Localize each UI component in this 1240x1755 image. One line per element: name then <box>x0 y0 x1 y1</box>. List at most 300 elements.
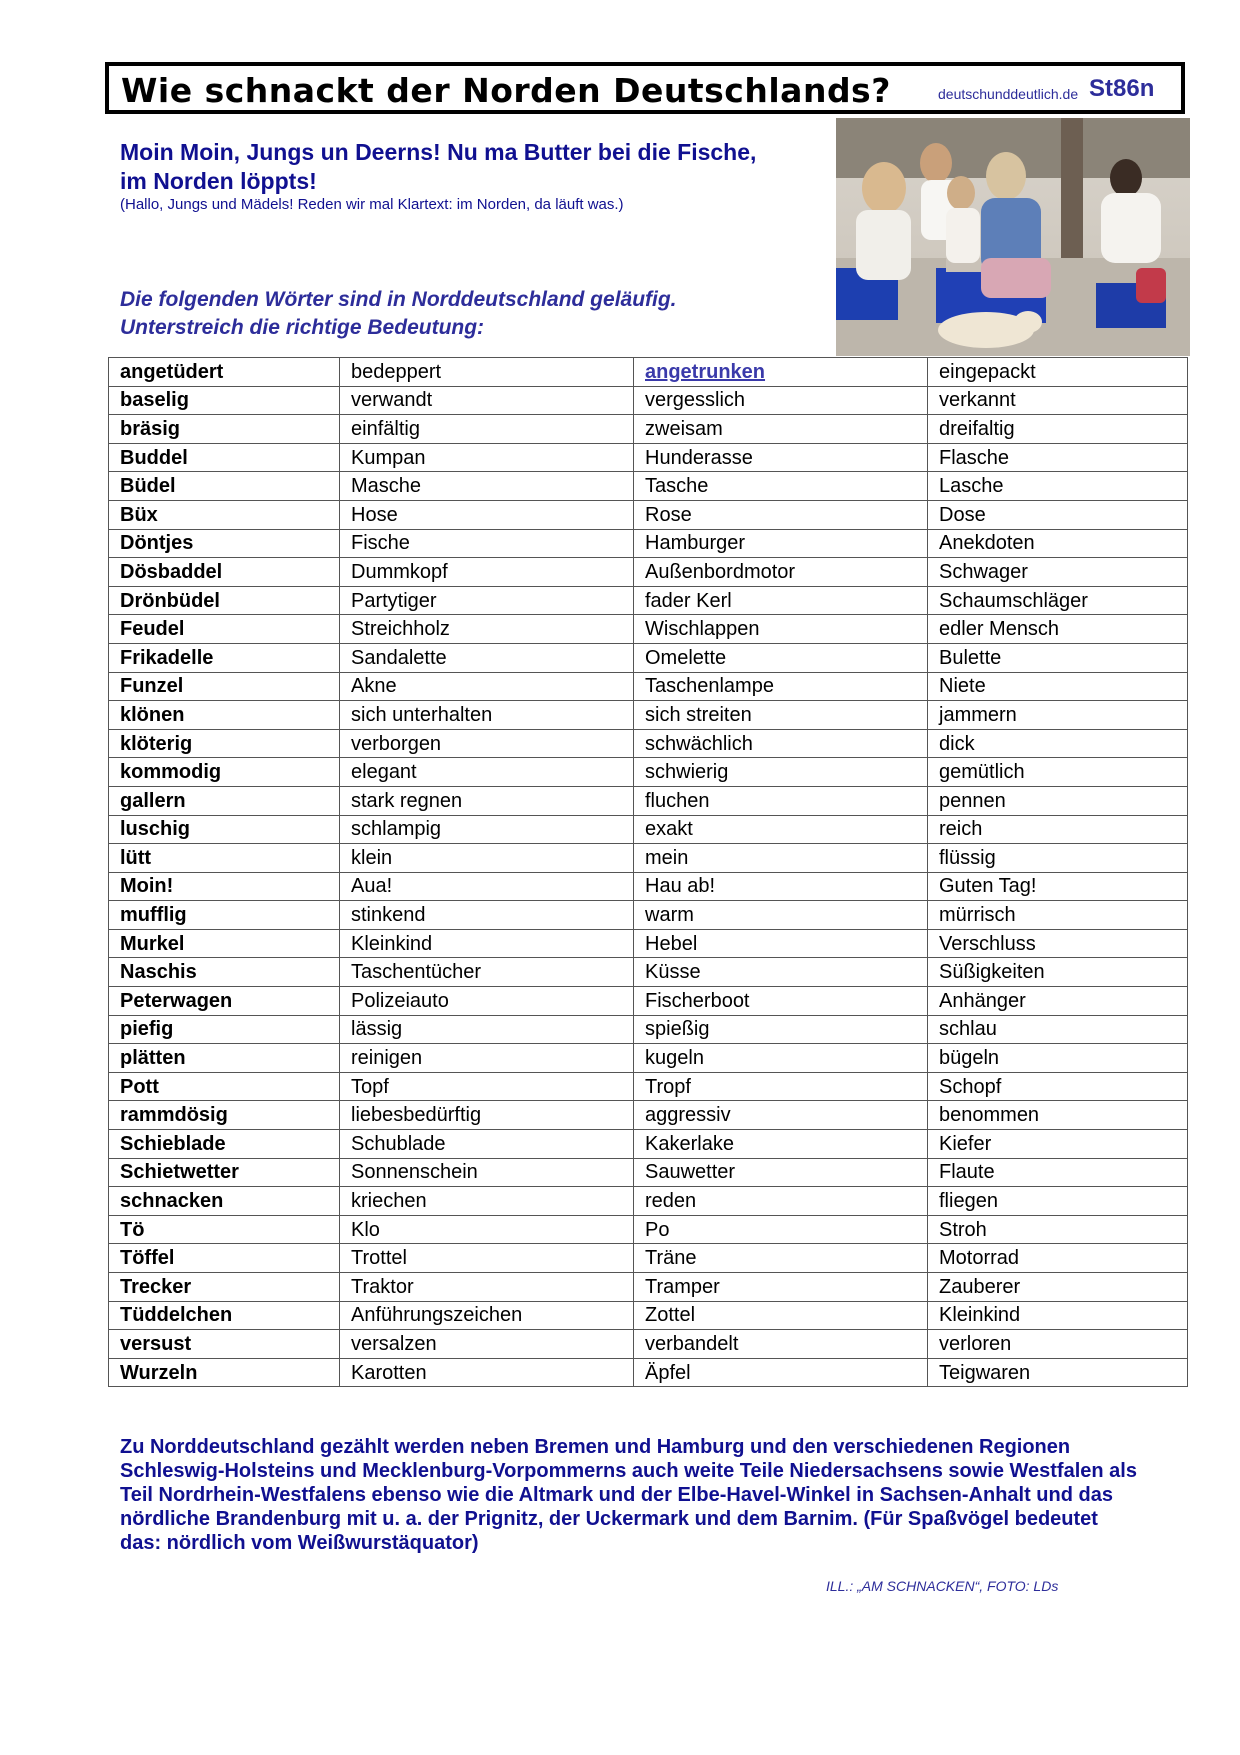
option-a-cell[interactable] <box>340 415 634 444</box>
meaning-option: einfältig <box>351 417 420 440</box>
meaning-option: schlampig <box>351 818 442 841</box>
dialect-word-cell <box>109 958 340 987</box>
table-row <box>109 529 1188 558</box>
meaning-option: Sonnenschein <box>351 1161 478 1184</box>
option-a-cell[interactable] <box>340 1215 634 1244</box>
meaning-option: Fischerboot <box>645 989 750 1012</box>
option-c-cell[interactable] <box>928 1215 1188 1244</box>
dialect-word: Büx <box>120 503 158 526</box>
dialect-word-cell <box>109 729 340 758</box>
meaning-option: Anekdoten <box>939 532 1035 555</box>
table-row <box>109 415 1188 444</box>
photo-people-chatting <box>836 118 1190 356</box>
meaning-option: Traktor <box>351 1275 414 1298</box>
meaning-option: Po <box>645 1218 670 1241</box>
table-row <box>109 586 1188 615</box>
dialect-word: Pott <box>120 1075 159 1098</box>
dialect-word: Schieblade <box>120 1132 226 1155</box>
meaning-option: Schwager <box>939 560 1028 583</box>
meaning-option: verkannt <box>939 389 1016 412</box>
meaning-option: Wischlappen <box>645 618 760 641</box>
dialect-word-cell <box>109 386 340 415</box>
dialect-word-cell <box>109 529 340 558</box>
option-a-cell[interactable] <box>340 1015 634 1044</box>
table-row <box>109 815 1188 844</box>
meaning-option: Schaumschläger <box>939 589 1088 612</box>
meaning-option: Kleinkind <box>351 932 433 955</box>
option-a-cell[interactable] <box>340 929 634 958</box>
option-c-cell[interactable] <box>928 1158 1188 1187</box>
meaning-option: Trottel <box>351 1247 407 1270</box>
option-b-cell[interactable] <box>634 1330 928 1359</box>
meaning-option: elegant <box>351 761 417 784</box>
meaning-option: Tropf <box>645 1075 691 1098</box>
vocabulary-table-body <box>109 358 1188 1387</box>
option-b-cell[interactable] <box>634 1158 928 1187</box>
dialect-word-cell <box>109 1101 340 1130</box>
dialect-word-cell <box>109 701 340 730</box>
option-b-cell[interactable] <box>634 1273 928 1302</box>
task-line-1: Die folgenden Wörter sind in Norddeutschland geläufig. <box>120 288 677 311</box>
option-c-cell[interactable] <box>928 1301 1188 1330</box>
meaning-option: verwandt <box>351 389 433 412</box>
table-row <box>109 1015 1188 1044</box>
option-c-cell[interactable] <box>928 358 1188 387</box>
option-a-cell[interactable] <box>340 1244 634 1273</box>
meaning-option: verloren <box>939 1332 1012 1355</box>
dialect-word: Döntjes <box>120 532 194 555</box>
dialect-word: Tö <box>120 1218 145 1241</box>
meaning-option: mürrisch <box>939 904 1016 927</box>
dialect-word: rammdösig <box>120 1104 228 1127</box>
dialect-word: mufflig <box>120 904 187 927</box>
option-b-cell[interactable] <box>634 786 928 815</box>
table-row <box>109 786 1188 815</box>
option-c-cell[interactable] <box>928 1101 1188 1130</box>
option-c-cell[interactable] <box>928 1044 1188 1073</box>
dialect-word-cell <box>109 643 340 672</box>
meaning-option: Sauwetter <box>645 1161 736 1184</box>
meaning-option: Sandalette <box>351 646 447 669</box>
option-b-cell[interactable] <box>634 701 928 730</box>
option-c-cell[interactable] <box>928 701 1188 730</box>
option-a-cell[interactable] <box>340 1158 634 1187</box>
meaning-option: gemütlich <box>939 761 1025 784</box>
option-a-cell[interactable] <box>340 1130 634 1159</box>
meaning-option: flüssig <box>939 846 996 869</box>
option-b-cell[interactable] <box>634 1130 928 1159</box>
option-b-cell[interactable] <box>634 872 928 901</box>
photo-illustration <box>836 118 1190 356</box>
meaning-option: Hunderasse <box>645 446 753 469</box>
dialect-word-cell <box>109 758 340 787</box>
option-b-cell[interactable] <box>634 386 928 415</box>
table-row <box>109 929 1188 958</box>
meaning-option: Anführungszeichen <box>351 1304 523 1327</box>
dialect-word-cell <box>109 1301 340 1330</box>
meaning-option: liebesbedürftig <box>351 1104 482 1127</box>
footer-line-1: Zu Norddeutschland gezählt werden neben Bremen und Hamburg und den verschiedenen Regionen <box>120 1436 1071 1458</box>
meaning-option: Tasche <box>645 475 709 498</box>
option-a-cell[interactable] <box>340 672 634 701</box>
dialect-word-cell <box>109 443 340 472</box>
table-row <box>109 672 1188 701</box>
meaning-option: Dose <box>939 503 986 526</box>
table-row <box>109 443 1188 472</box>
photo-credit: ILL.: „AM SCHNACKEN“, FOTO: LDs <box>826 1578 1059 1594</box>
option-c-cell[interactable] <box>928 786 1188 815</box>
option-c-cell[interactable] <box>928 1358 1188 1387</box>
dialect-word: Dösbaddel <box>120 560 223 583</box>
option-c-cell[interactable] <box>928 1273 1188 1302</box>
dialect-word-cell <box>109 1072 340 1101</box>
option-a-cell[interactable] <box>340 901 634 930</box>
site-name: deutschunddeutlich.de <box>938 86 1079 102</box>
table-row <box>109 1215 1188 1244</box>
option-a-cell[interactable] <box>340 844 634 873</box>
option-b-cell[interactable] <box>634 729 928 758</box>
option-b-cell[interactable] <box>634 1301 928 1330</box>
option-b-cell[interactable] <box>634 358 928 387</box>
dialect-word: Funzel <box>120 675 184 698</box>
table-row <box>109 472 1188 501</box>
option-c-cell[interactable] <box>928 529 1188 558</box>
dialect-word: piefig <box>120 1018 174 1041</box>
table-row <box>109 1101 1188 1130</box>
option-a-cell[interactable] <box>340 472 634 501</box>
meaning-option: kriechen <box>351 1190 427 1213</box>
dialect-word: bräsig <box>120 417 181 440</box>
meaning-option: schwierig <box>645 761 729 784</box>
dialect-word: Drönbüdel <box>120 589 220 612</box>
dialect-word-cell <box>109 472 340 501</box>
option-a-cell[interactable] <box>340 358 634 387</box>
dialect-word: Töffel <box>120 1247 175 1270</box>
option-c-cell[interactable] <box>928 729 1188 758</box>
meaning-option: zweisam <box>645 417 723 440</box>
option-b-cell[interactable] <box>634 500 928 529</box>
option-b-cell[interactable] <box>634 815 928 844</box>
dialect-word: Schietwetter <box>120 1161 239 1184</box>
dialect-word-cell <box>109 1015 340 1044</box>
option-a-cell[interactable] <box>340 1044 634 1073</box>
dialect-word-cell <box>109 1273 340 1302</box>
meaning-option: dick <box>939 732 975 755</box>
meaning-option: aggressiv <box>645 1104 731 1127</box>
dialect-word: Trecker <box>120 1275 192 1298</box>
option-a-cell[interactable] <box>340 958 634 987</box>
meaning-option: vergesslich <box>645 389 746 412</box>
option-a-cell[interactable] <box>340 1330 634 1359</box>
table-row <box>109 1158 1188 1187</box>
dialect-word-cell <box>109 1187 340 1216</box>
meaning-option: Lasche <box>939 475 1004 498</box>
option-b-cell[interactable] <box>634 758 928 787</box>
option-a-cell[interactable] <box>340 643 634 672</box>
meaning-option: bügeln <box>939 1047 1000 1070</box>
meaning-option: Akne <box>351 675 397 698</box>
option-a-cell[interactable] <box>340 872 634 901</box>
option-c-cell[interactable] <box>928 415 1188 444</box>
dialect-word: baselig <box>120 389 189 412</box>
meaning-option: Verschluss <box>939 932 1036 955</box>
option-b-cell[interactable] <box>634 615 928 644</box>
option-a-cell[interactable] <box>340 586 634 615</box>
option-b-cell[interactable] <box>634 1044 928 1073</box>
option-a-cell[interactable] <box>340 701 634 730</box>
dialect-word: schnacken <box>120 1190 224 1213</box>
option-c-cell[interactable] <box>928 987 1188 1016</box>
footer-line-3: Teil Nordrhein-Westfalens ebenso wie die Altmark und der Elbe-Havel-Winkel in Sachsen-Anhalt und das <box>120 1484 1113 1506</box>
meaning-option: Masche <box>351 475 422 498</box>
meaning-option: Motorrad <box>939 1247 1020 1270</box>
dialect-word-cell <box>109 844 340 873</box>
meaning-option: reden <box>645 1190 697 1213</box>
option-b-cell[interactable] <box>634 558 928 587</box>
option-b-cell[interactable] <box>634 1101 928 1130</box>
table-row <box>109 1130 1188 1159</box>
option-a-cell[interactable] <box>340 1301 634 1330</box>
option-a-cell[interactable] <box>340 443 634 472</box>
meaning-option: fader Kerl <box>645 589 732 612</box>
dialect-word-cell <box>109 358 340 387</box>
option-c-cell[interactable] <box>928 872 1188 901</box>
dialect-word: luschig <box>120 818 191 841</box>
page-title: Wie schnackt der Norden Deutschlands? <box>121 71 891 110</box>
option-b-cell[interactable] <box>634 586 928 615</box>
meaning-option: Träne <box>645 1247 697 1270</box>
option-a-cell[interactable] <box>340 1187 634 1216</box>
table-row <box>109 1044 1188 1073</box>
dialect-word: klönen <box>120 703 185 726</box>
option-c-cell[interactable] <box>928 643 1188 672</box>
vocabulary-table <box>108 357 1188 1387</box>
table-row <box>109 872 1188 901</box>
meaning-option: Stroh <box>939 1218 987 1241</box>
task-line-2: Unterstreich die richtige Bedeutung: <box>120 316 485 339</box>
option-c-cell[interactable] <box>928 615 1188 644</box>
dialect-word: Wurzeln <box>120 1361 198 1384</box>
meaning-option: bedeppert <box>351 360 442 383</box>
option-b-cell[interactable] <box>634 1358 928 1387</box>
table-row <box>109 643 1188 672</box>
option-a-cell[interactable] <box>340 815 634 844</box>
meaning-option: Rose <box>645 503 692 526</box>
option-c-cell[interactable] <box>928 386 1188 415</box>
option-c-cell[interactable] <box>928 1187 1188 1216</box>
option-b-cell[interactable] <box>634 901 928 930</box>
dialect-word-cell <box>109 1130 340 1159</box>
meaning-option: eingepackt <box>939 360 1036 383</box>
option-a-cell[interactable] <box>340 786 634 815</box>
meaning-option: verborgen <box>351 732 442 755</box>
dialect-word: Frikadelle <box>120 646 214 669</box>
option-b-cell[interactable] <box>634 529 928 558</box>
footer-line-5: das: nördlich vom Weißwurstäquator) <box>120 1532 479 1554</box>
meaning-option: Omelette <box>645 646 727 669</box>
option-c-cell[interactable] <box>928 1244 1188 1273</box>
meaning-option: Bulette <box>939 646 1002 669</box>
option-c-cell[interactable] <box>928 815 1188 844</box>
option-b-cell[interactable] <box>634 1072 928 1101</box>
table-row <box>109 844 1188 873</box>
dialect-word: Peterwagen <box>120 989 233 1012</box>
meaning-option: Küsse <box>645 961 701 984</box>
dialect-word-cell <box>109 1244 340 1273</box>
table-row <box>109 615 1188 644</box>
option-b-cell[interactable] <box>634 1187 928 1216</box>
meaning-option: Kakerlake <box>645 1132 734 1155</box>
dialect-word-cell <box>109 672 340 701</box>
option-c-cell[interactable] <box>928 472 1188 501</box>
meaning-option: Tramper <box>645 1275 720 1298</box>
meaning-option: Polizeiauto <box>351 989 449 1012</box>
meaning-option: schwächlich <box>645 732 753 755</box>
option-c-cell[interactable] <box>928 558 1188 587</box>
option-b-cell[interactable] <box>634 929 928 958</box>
dialect-word-cell <box>109 500 340 529</box>
dialect-word: lütt <box>120 846 152 869</box>
option-a-cell[interactable] <box>340 758 634 787</box>
meaning-option: exakt <box>645 818 693 841</box>
meaning-option: klein <box>351 846 393 869</box>
dialect-word-cell <box>109 1330 340 1359</box>
option-b-cell[interactable] <box>634 643 928 672</box>
meaning-option: Hau ab! <box>645 875 716 898</box>
option-c-cell[interactable] <box>928 958 1188 987</box>
table-row <box>109 1273 1188 1302</box>
option-b-cell[interactable] <box>634 987 928 1016</box>
option-b-cell[interactable] <box>634 415 928 444</box>
dialect-word: Buddel <box>120 446 188 469</box>
option-c-cell[interactable] <box>928 929 1188 958</box>
meaning-option: Klo <box>351 1218 380 1241</box>
option-c-cell[interactable] <box>928 672 1188 701</box>
dialect-word-cell <box>109 1215 340 1244</box>
meaning-option: Zottel <box>645 1304 696 1327</box>
dialect-word: gallern <box>120 789 186 812</box>
meaning-option: Partytiger <box>351 589 437 612</box>
option-a-cell[interactable] <box>340 529 634 558</box>
meaning-option: Außenbordmotor <box>645 560 796 583</box>
option-a-cell[interactable] <box>340 1072 634 1101</box>
option-a-cell[interactable] <box>340 1273 634 1302</box>
dialect-word-cell <box>109 786 340 815</box>
option-b-cell[interactable] <box>634 1244 928 1273</box>
meaning-option: Taschenlampe <box>645 675 774 698</box>
meaning-option: Streichholz <box>351 618 450 641</box>
task-instruction <box>120 286 677 342</box>
meaning-option: Anhänger <box>939 989 1026 1012</box>
option-b-cell[interactable] <box>634 1215 928 1244</box>
option-a-cell[interactable] <box>340 615 634 644</box>
meaning-option: verbandelt <box>645 1332 739 1355</box>
option-b-cell[interactable] <box>634 472 928 501</box>
table-row <box>109 358 1188 387</box>
option-b-cell[interactable] <box>634 844 928 873</box>
footer-note <box>120 1435 1190 1555</box>
meaning-option: Niete <box>939 675 986 698</box>
table-row <box>109 1358 1188 1387</box>
dialect-word-cell <box>109 872 340 901</box>
meaning-option: benommen <box>939 1104 1040 1127</box>
footer-line-4: nördliche Brandenburg mit u. a. der Prignitz, der Uckermark und dem Barnim. (Für Spaßvögel bedeutet <box>120 1508 1098 1530</box>
meaning-option: reinigen <box>351 1047 423 1070</box>
option-b-cell[interactable] <box>634 672 928 701</box>
meaning-option: sich unterhalten <box>351 703 493 726</box>
dialect-word: Feudel <box>120 618 185 641</box>
table-row <box>109 701 1188 730</box>
meaning-option: Taschentücher <box>351 961 482 984</box>
option-c-cell[interactable] <box>928 844 1188 873</box>
option-b-cell[interactable] <box>634 958 928 987</box>
option-a-cell[interactable] <box>340 558 634 587</box>
option-c-cell[interactable] <box>928 586 1188 615</box>
meaning-option: kugeln <box>645 1047 704 1070</box>
option-c-cell[interactable] <box>928 1330 1188 1359</box>
intro-line-1: Moin Moin, Jungs un Deerns! Nu ma Butter bei die Fische, <box>120 139 757 165</box>
option-a-cell[interactable] <box>340 729 634 758</box>
meaning-option: Schopf <box>939 1075 1002 1098</box>
dialect-word: Büdel <box>120 475 176 498</box>
meaning-option: sich streiten <box>645 703 752 726</box>
table-row <box>109 1072 1188 1101</box>
meaning-option: Karotten <box>351 1361 427 1384</box>
meaning-option: Flaute <box>939 1161 995 1184</box>
dialect-word: kommodig <box>120 761 222 784</box>
table-row <box>109 1330 1188 1359</box>
dialect-word-cell <box>109 929 340 958</box>
option-c-cell[interactable] <box>928 1130 1188 1159</box>
dialect-word: Tüddelchen <box>120 1304 233 1327</box>
meaning-option: pennen <box>939 789 1006 812</box>
option-a-cell[interactable] <box>340 500 634 529</box>
option-c-cell[interactable] <box>928 1072 1188 1101</box>
dialect-word-cell <box>109 415 340 444</box>
dialect-word-cell <box>109 558 340 587</box>
meaning-option: Aua! <box>351 875 393 898</box>
option-a-cell[interactable] <box>340 386 634 415</box>
meaning-option: Fische <box>351 532 410 555</box>
table-row <box>109 1244 1188 1273</box>
dialect-word-cell <box>109 987 340 1016</box>
intro-line-2: im Norden löppts! <box>120 168 317 194</box>
option-a-cell[interactable] <box>340 1358 634 1387</box>
table-row <box>109 1187 1188 1216</box>
option-c-cell[interactable] <box>928 500 1188 529</box>
meaning-option: Hebel <box>645 932 698 955</box>
option-c-cell[interactable] <box>928 901 1188 930</box>
meaning-option: Süßigkeiten <box>939 961 1045 984</box>
meaning-option: stark regnen <box>351 789 463 812</box>
meaning-option: edler Mensch <box>939 618 1060 641</box>
meaning-option: lässig <box>351 1018 403 1041</box>
title-box <box>105 62 1185 114</box>
option-c-cell[interactable] <box>928 1015 1188 1044</box>
option-b-cell[interactable] <box>634 1015 928 1044</box>
option-b-cell[interactable] <box>634 443 928 472</box>
meaning-option: fliegen <box>939 1190 998 1213</box>
meaning-option: schlau <box>939 1018 997 1041</box>
meaning-option: dreifaltig <box>939 417 1015 440</box>
meaning-option: Äpfel <box>645 1361 691 1384</box>
option-c-cell[interactable] <box>928 443 1188 472</box>
option-a-cell[interactable] <box>340 987 634 1016</box>
option-c-cell[interactable] <box>928 758 1188 787</box>
dialect-word-cell <box>109 815 340 844</box>
option-a-cell[interactable] <box>340 1101 634 1130</box>
meaning-option: Flasche <box>939 446 1010 469</box>
